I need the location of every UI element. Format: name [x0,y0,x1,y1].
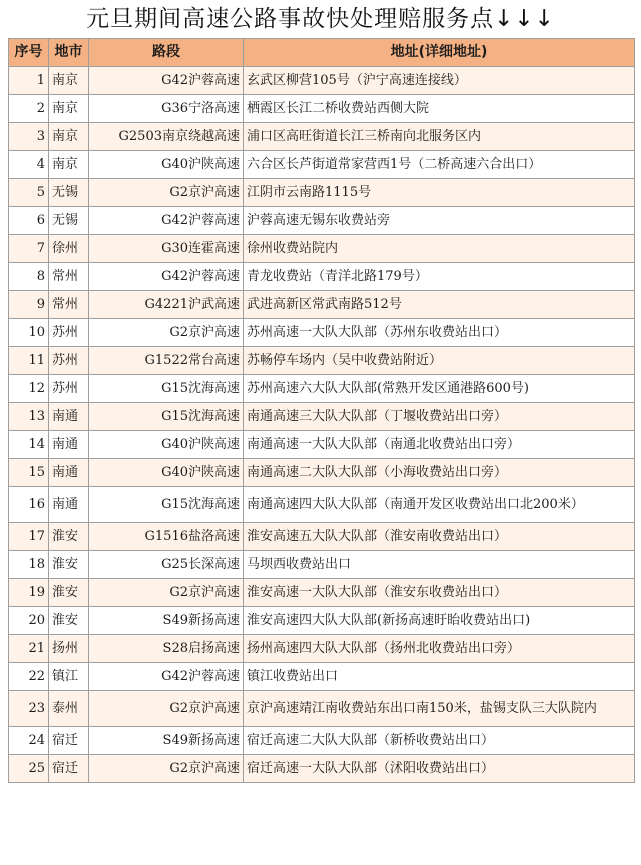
row-city: 苏州 [49,347,89,375]
row-road: G40沪陕高速 [89,431,244,459]
row-address: 淮安高速一大队大队部（淮安东收费站出口） [244,579,635,607]
header-index: 序号 [9,39,49,67]
row-road: G30连霍高速 [89,235,244,263]
row-address: 南通高速一大队大队部（南通北收费站出口旁） [244,431,635,459]
row-road: G25长深高速 [89,551,244,579]
table-row [9,755,635,783]
row-road: S49新扬高速 [89,727,244,755]
table-row [9,67,635,95]
row-index: 24 [9,727,49,755]
table-row [9,235,635,263]
row-road: G15沈海高速 [89,375,244,403]
row-road: G2京沪高速 [89,755,244,783]
row-address: 武进高新区常武南路512号 [244,291,635,319]
table-row [9,663,635,691]
row-road: G2京沪高速 [89,179,244,207]
row-index: 10 [9,319,49,347]
row-city: 无锡 [49,207,89,235]
row-city: 镇江 [49,663,89,691]
table-row [9,95,635,123]
header-road: 路段 [89,39,244,67]
row-index: 5 [9,179,49,207]
row-index: 6 [9,207,49,235]
row-index: 13 [9,403,49,431]
row-city: 泰州 [49,691,89,727]
table-row [9,123,635,151]
row-address: 青龙收费站（青洋北路179号） [244,263,635,291]
row-address: 南通高速二大队大队部（小海收费站出口旁） [244,459,635,487]
row-index: 12 [9,375,49,403]
row-city: 南通 [49,459,89,487]
table-row [9,459,635,487]
row-index: 2 [9,95,49,123]
table-row [9,179,635,207]
row-city: 淮安 [49,523,89,551]
service-points-table [8,38,635,783]
row-road: G15沈海高速 [89,487,244,523]
row-road: G2京沪高速 [89,579,244,607]
row-index: 4 [9,151,49,179]
row-road: G40沪陕高速 [89,459,244,487]
table-row [9,487,635,523]
row-index: 15 [9,459,49,487]
row-city: 宿迁 [49,755,89,783]
row-address: 淮安高速四大队大队部(新扬高速盱眙收费站出口) [244,607,635,635]
row-address: 镇江收费站出口 [244,663,635,691]
row-city: 南京 [49,123,89,151]
row-address: 苏州高速六大队大队部(常熟开发区通港路600号) [244,375,635,403]
row-index: 9 [9,291,49,319]
row-road: G4221沪武高速 [89,291,244,319]
row-city: 淮安 [49,607,89,635]
table-row [9,151,635,179]
table-row [9,607,635,635]
row-address: 扬州高速四大队大队部（扬州北收费站出口旁） [244,635,635,663]
row-index: 20 [9,607,49,635]
row-city: 南京 [49,151,89,179]
row-address: 京沪高速靖江南收费站东出口南150米，盐锡支队三大队院内 [244,691,635,727]
row-address: 宿迁高速一大队大队部（沭阳收费站出口） [244,755,635,783]
row-road: G1522常台高速 [89,347,244,375]
row-index: 11 [9,347,49,375]
row-road: S49新扬高速 [89,607,244,635]
row-address: 南通高速三大队大队部（丁堰收费站出口旁） [244,403,635,431]
row-road: G15沈海高速 [89,403,244,431]
row-address: 马坝西收费站出口 [244,551,635,579]
table-row [9,579,635,607]
row-address: 苏畅停车场内（吴中收费站附近） [244,347,635,375]
row-city: 南通 [49,403,89,431]
table-row [9,347,635,375]
row-city: 苏州 [49,319,89,347]
row-index: 7 [9,235,49,263]
row-road: G42沪蓉高速 [89,663,244,691]
header-city: 地市 [49,39,89,67]
row-index: 18 [9,551,49,579]
table-row [9,431,635,459]
row-index: 8 [9,263,49,291]
row-address: 玄武区柳营105号（沪宁高速连接线） [244,67,635,95]
row-address: 南通高速四大队大队部（南通开发区收费站出口北200米） [244,487,635,523]
row-city: 无锡 [49,179,89,207]
row-index: 23 [9,691,49,727]
table-row [9,375,635,403]
row-road: G42沪蓉高速 [89,263,244,291]
row-road: G2503南京绕越高速 [89,123,244,151]
row-city: 徐州 [49,235,89,263]
row-city: 常州 [49,291,89,319]
row-index: 19 [9,579,49,607]
row-index: 21 [9,635,49,663]
table-row [9,691,635,727]
row-address: 宿迁高速二大队大队部（新桥收费站出口） [244,727,635,755]
table-row [9,263,635,291]
row-index: 14 [9,431,49,459]
row-road: S28启扬高速 [89,635,244,663]
row-road: G42沪蓉高速 [89,207,244,235]
row-address: 淮安高速五大队大队部（淮安南收费站出口） [244,523,635,551]
row-road: G36宁洛高速 [89,95,244,123]
table-row [9,635,635,663]
row-city: 常州 [49,263,89,291]
table-row [9,207,635,235]
row-index: 25 [9,755,49,783]
table-row [9,523,635,551]
row-city: 扬州 [49,635,89,663]
row-index: 1 [9,67,49,95]
row-city: 淮安 [49,579,89,607]
row-address: 沪蓉高速无锡东收费站旁 [244,207,635,235]
row-city: 南京 [49,67,89,95]
row-address: 六合区长芦街道常家营西1号（二桥高速六合出口） [244,151,635,179]
table-body [9,67,635,783]
row-city: 苏州 [49,375,89,403]
table-row [9,727,635,755]
header-address: 地址(详细地址) [244,39,635,67]
row-address: 徐州收费站院内 [244,235,635,263]
row-index: 22 [9,663,49,691]
table-row [9,551,635,579]
row-road: G42沪蓉高速 [89,67,244,95]
row-city: 南京 [49,95,89,123]
row-address: 浦口区高旺街道长江三桥南向北服务区内 [244,123,635,151]
row-index: 3 [9,123,49,151]
page-title: 元旦期间高速公路事故快处理赔服务点↓↓↓ [86,6,555,32]
row-road: G2京沪高速 [89,319,244,347]
row-address: 苏州高速一大队大队部（苏州东收费站出口） [244,319,635,347]
row-road: G1516盐洛高速 [89,523,244,551]
row-address: 栖霞区长江二桥收费站西侧大院 [244,95,635,123]
row-city: 宿迁 [49,727,89,755]
row-index: 16 [9,487,49,523]
table-header-row [9,39,635,67]
row-road: G2京沪高速 [89,691,244,727]
row-city: 南通 [49,431,89,459]
row-city: 南通 [49,487,89,523]
row-road: G40沪陕高速 [89,151,244,179]
row-index: 17 [9,523,49,551]
table-row [9,319,635,347]
row-city: 淮安 [49,551,89,579]
row-address: 江阴市云南路1115号 [244,179,635,207]
table-row [9,403,635,431]
table-row [9,291,635,319]
